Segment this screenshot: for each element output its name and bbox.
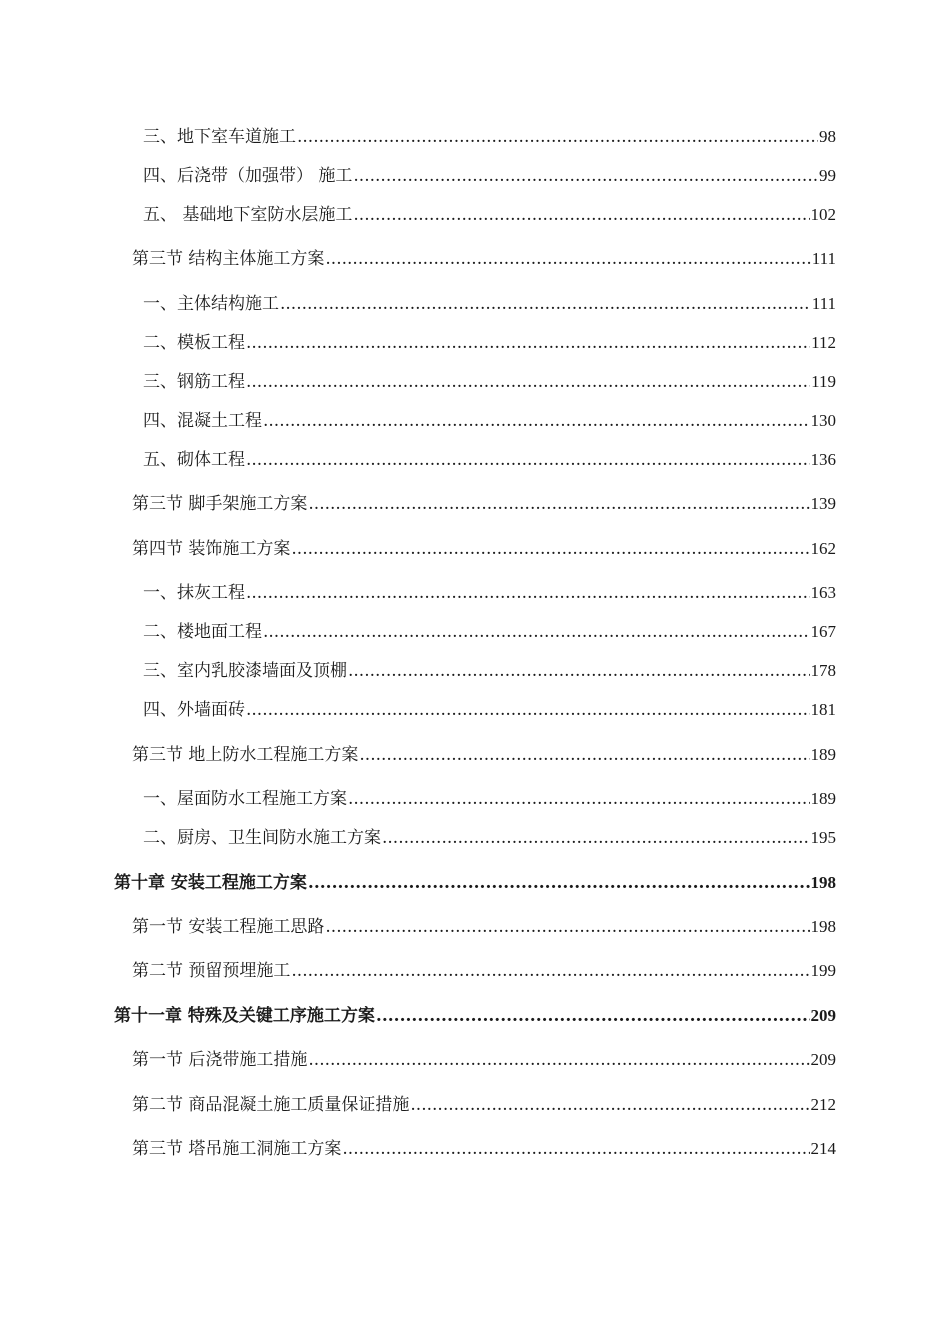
toc-entry-title: 三、地下室车道施工 (143, 127, 296, 147)
toc-entry-page: 212 (810, 1095, 836, 1114)
toc-entry-title: 三、钢筋工程 (143, 372, 245, 392)
toc-entry-title: 第一节 后浇带施工措施 (132, 1050, 308, 1070)
toc-entry[interactable] (143, 409, 836, 433)
toc-entry-page: 178 (810, 661, 836, 680)
toc-entry[interactable] (143, 331, 836, 355)
toc-entry-page: 139 (810, 494, 836, 513)
toc-entry-page: 98 (819, 127, 836, 146)
toc-leader-dots (382, 826, 810, 850)
toc-entry-title: 三、室内乳胶漆墙面及顶棚 (143, 661, 347, 681)
toc-entry-title: 一、主体结构施工 (143, 294, 279, 314)
toc-entry-page: 119 (811, 372, 836, 391)
toc-entry-page: 198 (810, 917, 836, 936)
toc-entry[interactable] (143, 448, 836, 472)
toc-leader-dots (308, 871, 810, 895)
toc-entry-title: 第三节 塔吊施工洞施工方案 (132, 1139, 342, 1159)
toc-entry[interactable] (132, 492, 836, 516)
toc-entry-title: 第十章 安装工程施工方案 (114, 873, 307, 893)
toc-entry-page: 198 (810, 873, 836, 892)
toc-entry-title: 四、外墙面砖 (143, 700, 245, 720)
toc-entry-page: 136 (810, 450, 836, 469)
toc-entry[interactable] (132, 743, 836, 767)
toc-entry-title: 二、厨房、卫生间防水施工方案 (143, 828, 381, 848)
toc-entry-page: 162 (810, 539, 836, 558)
toc-leader-dots (246, 331, 810, 355)
toc-entry[interactable] (143, 581, 836, 605)
toc-leader-dots (246, 448, 810, 472)
toc-leader-dots (348, 659, 810, 683)
toc-entry-title: 一、屋面防水工程施工方案 (143, 789, 347, 809)
toc-entry-title: 一、抹灰工程 (143, 583, 245, 603)
toc-leader-dots (246, 370, 810, 394)
toc-leader-dots (353, 203, 809, 227)
toc-entry-page: 189 (810, 745, 836, 764)
toc-leader-dots (280, 292, 811, 316)
toc-entry-title: 第三节 地上防水工程施工方案 (132, 745, 359, 765)
toc-entry[interactable] (132, 1093, 836, 1117)
toc-entry-page: 199 (810, 961, 836, 980)
toc-leader-dots (308, 1048, 809, 1072)
toc-entry[interactable] (132, 959, 836, 983)
toc-entry-title: 五、 基础地下室防水层施工 (143, 205, 353, 225)
toc-entry-title: 二、模板工程 (143, 333, 245, 353)
toc-entry-chapter[interactable] (114, 871, 836, 895)
toc-leader-dots (342, 1137, 809, 1161)
toc-entry-chapter[interactable] (114, 1004, 836, 1028)
toc-entry[interactable] (143, 787, 836, 811)
toc-entry[interactable] (143, 203, 836, 227)
toc-entry-page: 99 (819, 166, 836, 185)
toc-entry-title: 五、砌体工程 (143, 450, 245, 470)
toc-entry-title: 第二节 预留预埋施工 (132, 961, 291, 981)
toc-leader-dots (348, 787, 810, 811)
toc-leader-dots (246, 581, 810, 605)
toc-leader-dots (263, 409, 810, 433)
toc-leader-dots (353, 164, 818, 188)
toc-entry[interactable] (132, 1137, 836, 1161)
toc-entry-page: 102 (810, 205, 836, 224)
toc-entry[interactable] (143, 826, 836, 850)
toc-entry[interactable] (143, 659, 836, 683)
toc-entry[interactable] (143, 292, 836, 316)
toc-entry-title: 第三节 结构主体施工方案 (132, 249, 325, 269)
toc-entry-page: 130 (810, 411, 836, 430)
toc-entry-title: 第四节 装饰施工方案 (132, 539, 291, 559)
toc-leader-dots (325, 247, 810, 271)
toc-entry[interactable] (132, 537, 836, 561)
toc-leader-dots (291, 537, 809, 561)
toc-entry[interactable] (132, 915, 836, 939)
toc-leader-dots (325, 915, 809, 939)
toc-leader-dots (359, 743, 809, 767)
toc-entry-title: 四、后浇带（加强带） 施工 (143, 166, 353, 186)
toc-leader-dots (246, 698, 810, 722)
toc-leader-dots (291, 959, 809, 983)
toc-entry[interactable] (132, 247, 836, 271)
toc-entry[interactable] (132, 1048, 836, 1072)
toc-entry-title: 第二节 商品混凝土施工质量保证措施 (132, 1095, 410, 1115)
toc-entry-title: 第一节 安装工程施工思路 (132, 917, 325, 937)
toc-entry-page: 189 (810, 789, 836, 808)
toc-entry-title: 二、楼地面工程 (143, 622, 262, 642)
toc-entry[interactable] (143, 164, 836, 188)
toc-entry-page: 195 (810, 828, 836, 847)
toc-entry[interactable] (143, 370, 836, 394)
toc-leader-dots (308, 492, 809, 516)
toc-entry-page: 181 (810, 700, 836, 719)
toc-entry[interactable] (143, 125, 836, 149)
toc-entry-title: 四、混凝土工程 (143, 411, 262, 431)
toc-entry-page: 163 (810, 583, 836, 602)
toc-entry-page: 167 (810, 622, 836, 641)
toc-leader-dots (410, 1093, 809, 1117)
toc-entry-title: 第三节 脚手架施工方案 (132, 494, 308, 514)
toc-leader-dots (263, 620, 810, 644)
toc-entry-page: 111 (811, 294, 836, 313)
toc-leader-dots (376, 1004, 810, 1028)
toc-entry[interactable] (143, 620, 836, 644)
toc-entry-page: 214 (810, 1139, 836, 1158)
toc-entry-page: 209 (810, 1006, 836, 1025)
toc-entry-title: 第十一章 特殊及关键工序施工方案 (114, 1006, 375, 1026)
toc-leader-dots (297, 125, 818, 149)
toc-entry-page: 112 (811, 333, 836, 352)
toc-entry-page: 111 (811, 249, 836, 268)
toc-entry[interactable] (143, 698, 836, 722)
toc-entry-page: 209 (810, 1050, 836, 1069)
